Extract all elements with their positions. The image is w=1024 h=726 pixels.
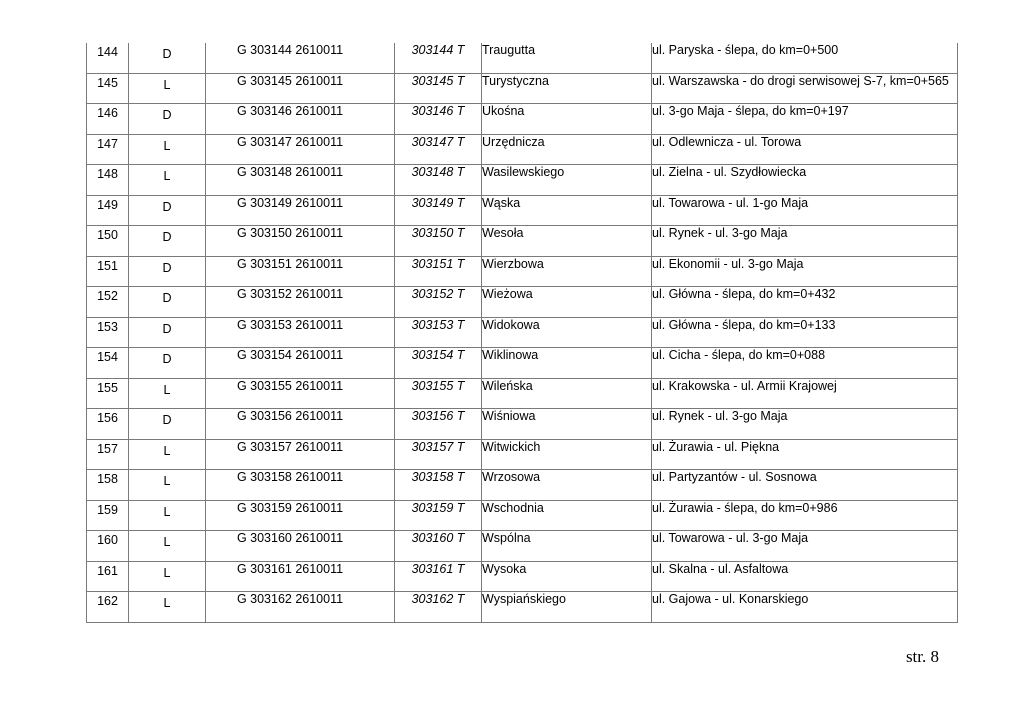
road-category: L [163, 504, 171, 519]
road-id: G 303155 2610011 [236, 378, 344, 393]
road-category: L [163, 565, 171, 580]
road-id-cell [206, 348, 395, 379]
road-number: 303155 T [411, 378, 465, 393]
road-number-cell [395, 531, 482, 562]
route-description: ul. 3-go Maja - ślepa, do km=0+197 [652, 104, 849, 118]
road-id: G 303159 2610011 [236, 500, 344, 515]
road-category: L [163, 138, 171, 153]
table-row [87, 409, 958, 440]
row-number: 160 [97, 533, 118, 547]
road-id-cell [206, 256, 395, 287]
road-category: L [163, 382, 171, 397]
road-number: 303146 T [411, 104, 465, 118]
table-row [87, 226, 958, 257]
road-number-cell [395, 378, 482, 409]
table-row [87, 378, 958, 409]
road-id-cell [206, 195, 395, 226]
road-category: D [162, 199, 172, 214]
category-cell [129, 195, 206, 226]
route-description-cell [652, 592, 958, 623]
street-name-cell [482, 287, 652, 318]
category-cell [129, 317, 206, 348]
row-number-cell [87, 531, 129, 562]
category-cell [129, 348, 206, 379]
row-number-cell [87, 378, 129, 409]
street-name: Wysoka [482, 561, 527, 576]
road-category: L [163, 443, 171, 458]
row-number: 151 [97, 258, 118, 273]
row-number-cell [87, 317, 129, 348]
street-name: Wasilewskiego [482, 165, 565, 179]
road-id: G 303158 2610011 [236, 470, 344, 484]
table-row [87, 317, 958, 348]
row-number: 162 [97, 594, 118, 608]
road-id-cell [206, 287, 395, 318]
route-description: ul. Żurawia - ślepa, do km=0+986 [652, 500, 838, 515]
road-category: L [163, 77, 171, 92]
street-name-cell [482, 43, 652, 73]
category-cell [129, 378, 206, 409]
table-row [87, 287, 958, 318]
roads-table-body [87, 43, 958, 622]
road-id-cell [206, 134, 395, 165]
category-cell [129, 470, 206, 501]
road-id-cell [206, 531, 395, 562]
road-id: G 303150 2610011 [236, 226, 344, 240]
route-description-cell [652, 378, 958, 409]
street-name-cell [482, 348, 652, 379]
table-row [87, 43, 958, 73]
row-number: 154 [97, 350, 118, 364]
road-number: 303154 T [411, 348, 465, 362]
road-id-cell [206, 226, 395, 257]
road-number: 303153 T [411, 317, 465, 332]
table-row [87, 104, 958, 135]
road-id: G 303160 2610011 [236, 531, 344, 545]
route-description: ul. Ekonomii - ul. 3-go Maja [652, 256, 804, 271]
road-number: 303150 T [411, 226, 465, 240]
table-row [87, 195, 958, 226]
street-name-cell [482, 104, 652, 135]
route-description: ul. Odlewnicza - ul. Torowa [652, 134, 802, 149]
street-name: Wierzbowa [482, 256, 544, 271]
street-name: Widokowa [482, 317, 540, 332]
road-number: 303159 T [411, 500, 465, 515]
table-row [87, 592, 958, 623]
road-category: D [162, 352, 172, 366]
road-id: G 303162 2610011 [236, 592, 344, 606]
road-id: G 303149 2610011 [236, 195, 344, 210]
road-number-cell [395, 43, 482, 73]
route-description-cell [652, 409, 958, 440]
street-name: Wesoła [482, 226, 524, 240]
route-description: ul. Główna - ślepa, do km=0+133 [652, 317, 836, 332]
route-description-cell [652, 439, 958, 470]
route-description-cell [652, 226, 958, 257]
row-number-cell [87, 165, 129, 196]
route-description: ul. Rynek - ul. 3-go Maja [652, 409, 788, 423]
road-id: G 303154 2610011 [236, 348, 344, 362]
row-number: 146 [97, 106, 118, 120]
road-number-cell [395, 73, 482, 104]
route-description: ul. Główna - ślepa, do km=0+432 [652, 287, 836, 301]
row-number-cell [87, 470, 129, 501]
street-name-cell [482, 592, 652, 623]
street-name-cell [482, 134, 652, 165]
street-name: Wileńska [482, 378, 533, 393]
road-id-cell [206, 165, 395, 196]
category-cell [129, 165, 206, 196]
street-name: Witwickich [482, 439, 541, 454]
road-category: D [162, 260, 172, 275]
road-id-cell [206, 409, 395, 440]
street-name-cell [482, 226, 652, 257]
road-category: D [162, 47, 172, 61]
category-cell [129, 104, 206, 135]
road-number-cell [395, 439, 482, 470]
route-description-cell [652, 500, 958, 531]
route-description: ul. Towarowa - ul. 3-go Maja [652, 531, 809, 545]
street-name: Wieżowa [482, 287, 533, 301]
road-id: G 303144 2610011 [236, 43, 344, 57]
road-number-cell [395, 256, 482, 287]
row-number-cell [87, 256, 129, 287]
row-number-cell [87, 561, 129, 592]
route-description-cell [652, 195, 958, 226]
road-number-cell [395, 165, 482, 196]
row-number: 150 [97, 228, 118, 242]
row-number: 145 [97, 75, 118, 90]
road-number: 303160 T [411, 531, 465, 545]
road-id: G 303151 2610011 [236, 256, 344, 271]
street-name-cell [482, 195, 652, 226]
street-name: Wrzosowa [482, 470, 541, 484]
category-cell [129, 592, 206, 623]
row-number-cell [87, 43, 129, 73]
category-cell [129, 256, 206, 287]
road-number-cell [395, 317, 482, 348]
street-name: Urzędnicza [482, 134, 545, 149]
road-number: 303162 T [411, 592, 465, 606]
road-number: 303147 T [411, 134, 465, 149]
category-cell [129, 43, 206, 73]
street-name: Wiklinowa [482, 348, 539, 362]
street-name: Wspólna [482, 531, 531, 545]
road-id-cell [206, 43, 395, 73]
table-row [87, 531, 958, 562]
table-row [87, 561, 958, 592]
row-number: 157 [97, 441, 118, 456]
category-cell [129, 287, 206, 318]
route-description: ul. Żurawia - ul. Piękna [652, 439, 780, 454]
category-cell [129, 134, 206, 165]
road-id: G 303148 2610011 [236, 165, 344, 179]
route-description-cell [652, 134, 958, 165]
street-name: Wiśniowa [482, 409, 536, 423]
category-cell [129, 409, 206, 440]
route-description: ul. Skalna - ul. Asfaltowa [652, 561, 789, 576]
route-description-cell [652, 256, 958, 287]
road-id: G 303145 2610011 [236, 73, 344, 88]
route-description: ul. Towarowa - ul. 1-go Maja [652, 195, 809, 210]
table-row [87, 439, 958, 470]
row-number: 161 [97, 563, 118, 578]
road-id: G 303156 2610011 [236, 409, 344, 423]
table-row [87, 165, 958, 196]
route-description-cell [652, 317, 958, 348]
route-description-cell [652, 531, 958, 562]
route-description: ul. Partyzantów - ul. Sosnowa [652, 470, 817, 484]
route-description-cell [652, 73, 958, 104]
road-number-cell [395, 561, 482, 592]
street-name: Wschodnia [482, 500, 544, 515]
table-row [87, 348, 958, 379]
road-number: 303145 T [411, 73, 465, 88]
road-id-cell [206, 439, 395, 470]
row-number: 147 [97, 136, 118, 151]
road-category: D [162, 108, 172, 122]
category-cell [129, 439, 206, 470]
street-name-cell [482, 165, 652, 196]
road-number: 303149 T [411, 195, 465, 210]
table-row [87, 470, 958, 501]
street-name: Wyspiańskiego [482, 592, 566, 606]
road-id-cell [206, 317, 395, 348]
road-number: 303156 T [411, 409, 465, 423]
route-description: ul. Warszawska - do drogi serwisowej S-7, km=0+565 [652, 73, 949, 88]
row-number-cell [87, 409, 129, 440]
road-number-cell [395, 104, 482, 135]
category-cell [129, 531, 206, 562]
road-number: 303151 T [411, 256, 465, 271]
street-name: Ukośna [482, 104, 525, 118]
road-id: G 303161 2610011 [236, 561, 344, 576]
route-description: ul. Paryska - ślepa, do km=0+500 [652, 43, 839, 57]
route-description-cell [652, 470, 958, 501]
row-number-cell [87, 348, 129, 379]
row-number: 149 [97, 197, 118, 212]
road-category: D [162, 321, 172, 336]
category-cell [129, 500, 206, 531]
row-number-cell [87, 73, 129, 104]
table-row [87, 73, 958, 104]
row-number-cell [87, 500, 129, 531]
road-number-cell [395, 226, 482, 257]
street-name-cell [482, 439, 652, 470]
road-number: 303144 T [411, 43, 465, 57]
road-category: L [163, 535, 171, 549]
road-id-cell [206, 378, 395, 409]
road-number-cell [395, 348, 482, 379]
row-number: 148 [97, 167, 118, 181]
row-number: 156 [97, 411, 118, 425]
row-number: 144 [97, 45, 118, 59]
row-number-cell [87, 592, 129, 623]
road-number-cell [395, 409, 482, 440]
row-number-cell [87, 226, 129, 257]
category-cell [129, 73, 206, 104]
row-number: 152 [97, 289, 118, 303]
table-row [87, 134, 958, 165]
road-number-cell [395, 287, 482, 318]
road-number-cell [395, 470, 482, 501]
table-row [87, 256, 958, 287]
street-name: Turystyczna [482, 73, 549, 88]
page-number: str. 8 [905, 647, 939, 666]
street-name-cell [482, 531, 652, 562]
road-id-cell [206, 73, 395, 104]
road-number-cell [395, 195, 482, 226]
road-category: L [163, 169, 171, 183]
road-number-cell [395, 500, 482, 531]
street-name-cell [482, 256, 652, 287]
road-id: G 303152 2610011 [236, 287, 344, 301]
street-name: Wąska [482, 195, 521, 210]
row-number-cell [87, 134, 129, 165]
row-number-cell [87, 195, 129, 226]
route-description-cell [652, 287, 958, 318]
roads-table [86, 43, 958, 623]
street-name: Traugutta [482, 43, 536, 57]
street-name-cell [482, 73, 652, 104]
road-number: 303161 T [411, 561, 465, 576]
row-number-cell [87, 104, 129, 135]
route-description-cell [652, 43, 958, 73]
street-name-cell [482, 317, 652, 348]
road-id-cell [206, 470, 395, 501]
row-number-cell [87, 439, 129, 470]
road-category: D [162, 230, 172, 244]
road-number: 303148 T [411, 165, 465, 179]
route-description: ul. Zielna - ul. Szydłowiecka [652, 165, 807, 179]
road-number: 303152 T [411, 287, 465, 301]
street-name-cell [482, 500, 652, 531]
road-id-cell [206, 592, 395, 623]
road-category: D [162, 291, 172, 305]
road-id: G 303146 2610011 [236, 104, 344, 118]
category-cell [129, 226, 206, 257]
row-number: 153 [97, 319, 118, 334]
route-description-cell [652, 104, 958, 135]
road-category: D [162, 413, 172, 427]
road-id: G 303147 2610011 [236, 134, 344, 149]
route-description-cell [652, 561, 958, 592]
route-description-cell [652, 348, 958, 379]
row-number: 159 [97, 502, 118, 517]
road-id: G 303157 2610011 [236, 439, 344, 454]
route-description: ul. Krakowska - ul. Armii Krajowej [652, 378, 837, 393]
street-name-cell [482, 561, 652, 592]
route-description: ul. Cicha - ślepa, do km=0+088 [652, 348, 826, 362]
route-description-cell [652, 165, 958, 196]
road-id-cell [206, 500, 395, 531]
table-row [87, 500, 958, 531]
road-category: L [163, 596, 171, 610]
road-number-cell [395, 134, 482, 165]
road-id: G 303153 2610011 [236, 317, 344, 332]
row-number-cell [87, 287, 129, 318]
route-description: ul. Rynek - ul. 3-go Maja [652, 226, 788, 240]
road-number: 303157 T [411, 439, 465, 454]
street-name-cell [482, 470, 652, 501]
road-number: 303158 T [411, 470, 465, 484]
road-id-cell [206, 104, 395, 135]
road-id-cell [206, 561, 395, 592]
road-category: L [163, 474, 171, 488]
row-number: 158 [97, 472, 118, 486]
street-name-cell [482, 409, 652, 440]
row-number: 155 [97, 380, 118, 395]
route-description: ul. Gajowa - ul. Konarskiego [652, 592, 809, 606]
road-number-cell [395, 592, 482, 623]
street-name-cell [482, 378, 652, 409]
category-cell [129, 561, 206, 592]
